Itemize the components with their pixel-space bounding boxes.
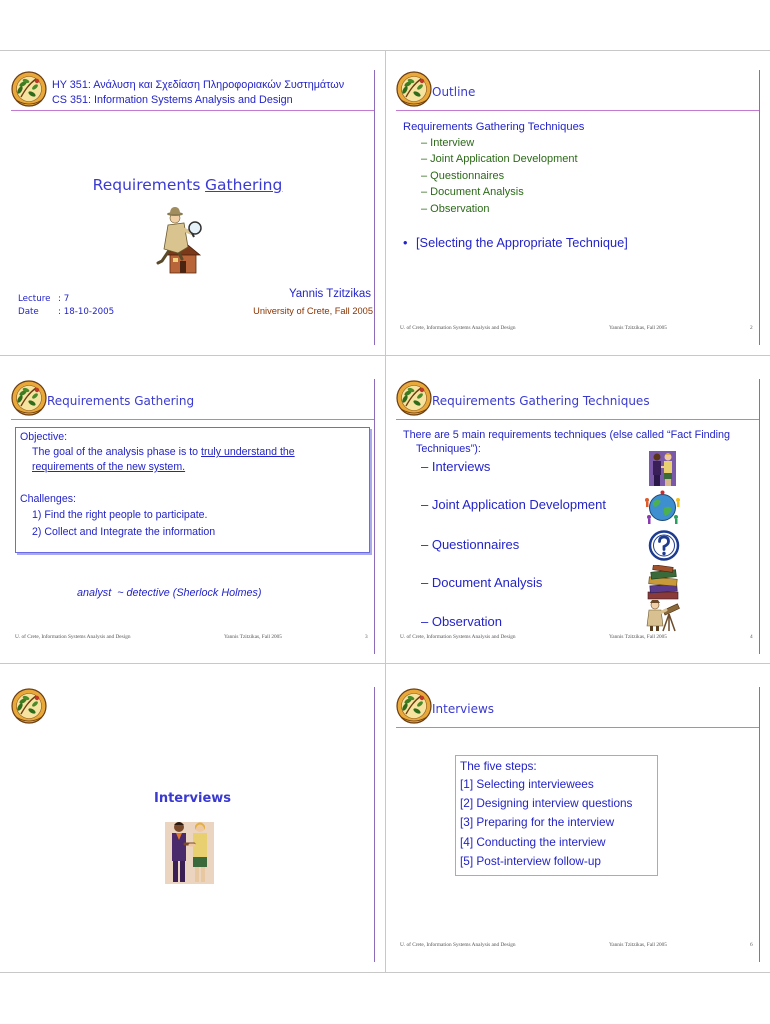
slide-1 xyxy=(0,50,385,350)
slide-edge-rule xyxy=(759,70,760,345)
interviews-icon xyxy=(645,449,680,488)
outline-item: – Joint Application Development xyxy=(421,153,578,165)
detective-clipart xyxy=(148,203,212,275)
footer-course: U. of Crete, Information Systems Analysis and Design xyxy=(400,942,516,948)
date-value: : 18-10-2005 xyxy=(58,307,115,317)
page-number: 4 xyxy=(750,634,753,640)
title-rule xyxy=(396,419,759,420)
date-label: Date xyxy=(18,307,39,317)
intro-line-2: Techniques”): xyxy=(416,443,481,455)
grid-line-bottom xyxy=(0,972,770,973)
slide-edge-rule xyxy=(374,687,375,962)
technique-item: – Questionnaires xyxy=(421,537,520,552)
outline-item: – Interview xyxy=(421,137,475,149)
globe-icon xyxy=(643,490,682,525)
analogy-text: analyst ~ detective (Sherlock Holmes) xyxy=(77,587,262,599)
outline-item: – Observation xyxy=(421,203,490,215)
university-logo xyxy=(396,379,432,417)
steps-box xyxy=(455,755,658,876)
slide-3 xyxy=(0,359,385,659)
slide-5 xyxy=(0,667,385,967)
slide-title: Outline xyxy=(432,85,476,99)
footer-author: Yannis Tzitzikas, Fall 2005 xyxy=(609,942,667,948)
step-item: [1] Selecting interviewees xyxy=(460,777,594,791)
slide-edge-rule xyxy=(759,379,760,654)
objective-line-1 xyxy=(32,445,295,459)
lecture-title-underlined: Gathering xyxy=(205,176,283,194)
page-number: 6 xyxy=(750,942,753,948)
technique-item: – Joint Application Development xyxy=(421,497,607,512)
university-logo xyxy=(11,687,47,725)
lecture-label: Lecture xyxy=(18,294,51,304)
outline-bullet-item: • [Selecting the Appropriate Technique] xyxy=(416,235,628,251)
challenge-item: 2) Collect and Integrate the information xyxy=(32,526,216,538)
author-name: Yannis Tzitzikas xyxy=(288,288,371,300)
university-logo xyxy=(11,70,47,108)
technique-item: – Interviews xyxy=(421,459,491,474)
footer-author: Yannis Tzitzikas, Fall 2005 xyxy=(609,325,667,331)
objective-box xyxy=(15,427,370,553)
steps-label: The five steps: xyxy=(460,759,537,773)
technique-item: – Observation xyxy=(421,614,502,629)
slide-edge-rule xyxy=(759,687,760,962)
objective-text: The goal of the analysis phase is to xyxy=(32,446,199,458)
lecture-date xyxy=(18,306,114,318)
title-rule xyxy=(11,110,374,111)
books-icon xyxy=(644,565,682,601)
affiliation: University of Crete, Fall 2005 xyxy=(253,306,373,316)
page-number: 3 xyxy=(365,634,368,640)
footer-course: U. of Crete, Information Systems Analysis and Design xyxy=(400,325,516,331)
observation-icon xyxy=(643,598,682,632)
objective-label: Objective: xyxy=(20,431,68,443)
objective-emphasis: truly understand the xyxy=(201,446,295,458)
outline-item: – Questionnaires xyxy=(421,170,505,182)
outline-heading: Requirements Gathering Techniques xyxy=(403,121,585,133)
technique-item: – Document Analysis xyxy=(421,575,543,590)
step-item: [3] Preparing for the interview xyxy=(460,815,615,829)
lecture-value: : 7 xyxy=(58,294,70,304)
university-logo xyxy=(11,379,47,417)
footer-course: U. of Crete, Information Systems Analysis and Design xyxy=(15,634,131,640)
page-number: 2 xyxy=(750,325,753,331)
challenge-item: 1) Find the right people to participate. xyxy=(32,509,208,521)
slide-title: Requirements Gathering Techniques xyxy=(432,394,650,408)
question-mark-icon xyxy=(648,528,680,563)
slide-edge-rule xyxy=(374,379,375,654)
step-item: [4] Conducting the interview xyxy=(460,835,606,849)
slide-title: Interviews xyxy=(432,702,495,716)
title-rule xyxy=(396,727,759,728)
step-item: [2] Designing interview questions xyxy=(460,796,633,810)
objective-line-2: requirements of the new system. xyxy=(32,461,186,473)
step-item: [5] Post-interview follow-up xyxy=(460,854,601,868)
slide-4 xyxy=(385,359,770,659)
slide-title: Requirements Gathering xyxy=(47,394,195,408)
footer-course: U. of Crete, Information Systems Analysis and Design xyxy=(400,634,516,640)
slide-6 xyxy=(385,667,770,967)
course-title-greek: ΗΥ 351: Ανάλυση και Σχεδίαση Πληροφοριακών Συστημάτων xyxy=(52,79,345,91)
challenges-label: Challenges: xyxy=(20,493,76,505)
slide-edge-rule xyxy=(374,70,375,345)
course-title-english: CS 351: Information Systems Analysis and Design xyxy=(52,94,293,106)
lecture-title-text: Requirements xyxy=(92,176,201,194)
outline-item: – Document Analysis xyxy=(421,186,524,198)
title-rule xyxy=(11,419,374,420)
university-logo xyxy=(396,687,432,725)
section-title: Interviews xyxy=(153,791,232,806)
footer-author: Yannis Tzitzikas, Fall 2005 xyxy=(609,634,667,640)
university-logo xyxy=(396,70,432,108)
slide-2 xyxy=(385,50,770,350)
footer-author: Yannis Tzitzikas, Fall 2005 xyxy=(224,634,282,640)
handshake-clipart xyxy=(163,818,216,886)
lecture-number xyxy=(18,293,69,305)
title-rule xyxy=(396,110,759,111)
lecture-title xyxy=(0,175,375,195)
intro-line-1: There are 5 main requirements techniques (else called “Fact Finding xyxy=(403,429,731,441)
